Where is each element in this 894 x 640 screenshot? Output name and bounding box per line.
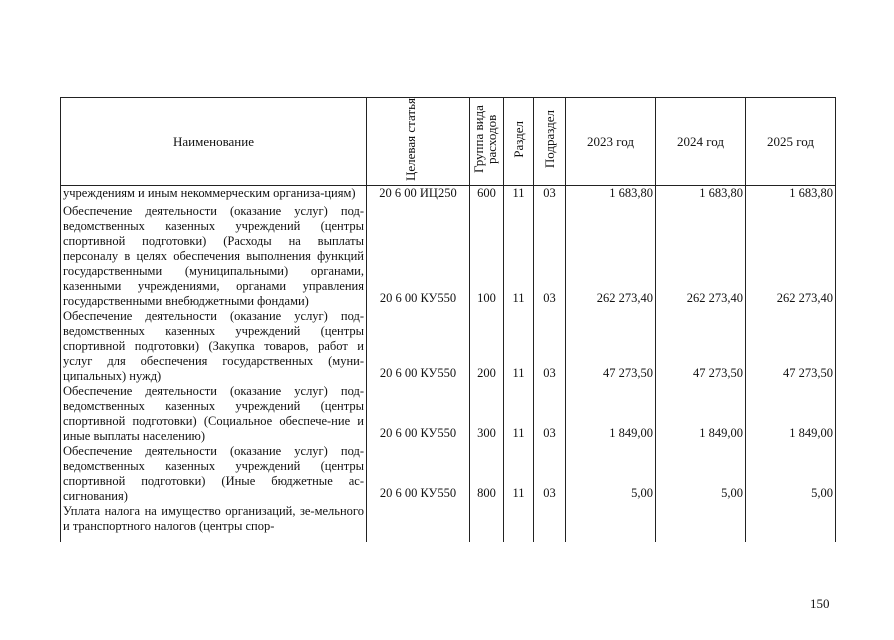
- row-group: 800: [470, 444, 504, 504]
- row-2024: 5,00: [656, 444, 746, 504]
- row-subsection: 03: [534, 204, 566, 309]
- row-2023: [566, 504, 656, 542]
- table-row: [61, 309, 836, 384]
- row-section: 11: [504, 444, 534, 504]
- row-section: 11: [504, 384, 534, 444]
- header-target: Целевая статья: [367, 98, 470, 186]
- row-2024: [656, 504, 746, 542]
- row-name: Обеспечение деятельности (оказание услуг) под-ведомственных казенных учреждений (центры спортивной подготовки) (Закупка товаров, работ и услуг для обеспечения государственных (муни-ципальных) нужд): [61, 309, 367, 384]
- row-subsection: [534, 504, 566, 542]
- row-2023: 262 273,40: [566, 204, 656, 309]
- row-2023: 1 849,00: [566, 384, 656, 444]
- table-row: [61, 444, 836, 504]
- row-2024: 47 273,50: [656, 309, 746, 384]
- row-section: 11: [504, 204, 534, 309]
- row-group: 200: [470, 309, 504, 384]
- row-code: 20 6 00 КУ550: [367, 204, 470, 309]
- row-group: [470, 504, 504, 542]
- row-code: 20 6 00 КУ550: [367, 384, 470, 444]
- row-code: [367, 504, 470, 542]
- row-2025: [746, 504, 836, 542]
- row-subsection: 03: [534, 384, 566, 444]
- row-2025: 5,00: [746, 444, 836, 504]
- header-subsection: Подраздел: [534, 98, 566, 186]
- row-2025: 1 683,80: [746, 186, 836, 205]
- row-section: 11: [504, 186, 534, 205]
- row-2024: 1 683,80: [656, 186, 746, 205]
- table-row: [61, 504, 836, 542]
- table-row: [61, 384, 836, 444]
- header-section: Раздел: [504, 98, 534, 186]
- row-name: учреждениям и иным некоммерческим организа-циям): [61, 186, 367, 205]
- row-name: Обеспечение деятельности (оказание услуг) под-ведомственных казенных учреждений (центры спортивной подготовки) (Иные бюджетные ас-сигнования): [61, 444, 367, 504]
- row-2025: 262 273,40: [746, 204, 836, 309]
- row-2024: 262 273,40: [656, 204, 746, 309]
- header-group: Группа вида расходов: [470, 98, 504, 186]
- row-2024: 1 849,00: [656, 384, 746, 444]
- budget-table: [60, 97, 836, 542]
- row-group: 600: [470, 186, 504, 205]
- row-section: [504, 504, 534, 542]
- header-2023: 2023 год: [566, 98, 656, 186]
- row-subsection: 03: [534, 444, 566, 504]
- row-name: Обеспечение деятельности (оказание услуг) под-ведомственных казенных учреждений (центры спортивной подготовки) (Социальное обеспече-ние и иные выплаты населению): [61, 384, 367, 444]
- row-group: 300: [470, 384, 504, 444]
- row-code: 20 6 00 КУ550: [367, 309, 470, 384]
- row-code: 20 6 00 ИЦ250: [367, 186, 470, 205]
- row-2023: 5,00: [566, 444, 656, 504]
- table-row: [61, 186, 836, 205]
- header-name: Наименование: [61, 98, 367, 186]
- row-2025: 47 273,50: [746, 309, 836, 384]
- row-code: 20 6 00 КУ550: [367, 444, 470, 504]
- row-section: 11: [504, 309, 534, 384]
- row-2025: 1 849,00: [746, 384, 836, 444]
- header-2025: 2025 год: [746, 98, 836, 186]
- table-header-row: [61, 98, 836, 186]
- row-subsection: 03: [534, 309, 566, 384]
- page-number: 150: [810, 596, 830, 611]
- header-2024: 2024 год: [656, 98, 746, 186]
- row-2023: 47 273,50: [566, 309, 656, 384]
- row-subsection: 03: [534, 186, 566, 205]
- row-name: Уплата налога на имущество организаций, зе-мельного и транспортного налогов (центры спор-: [61, 504, 367, 542]
- row-group: 100: [470, 204, 504, 309]
- row-2023: 1 683,80: [566, 186, 656, 205]
- table-row: [61, 204, 836, 309]
- row-name: Обеспечение деятельности (оказание услуг) под-ведомственных казенных учреждений (центры спортивной подготовки) (Расходы на выплаты персоналу в целях обеспечения выполнения функций государственными (муниципальными) органами, казенными учреждениями, органами управления государственными внебюджетными фондами): [61, 204, 367, 309]
